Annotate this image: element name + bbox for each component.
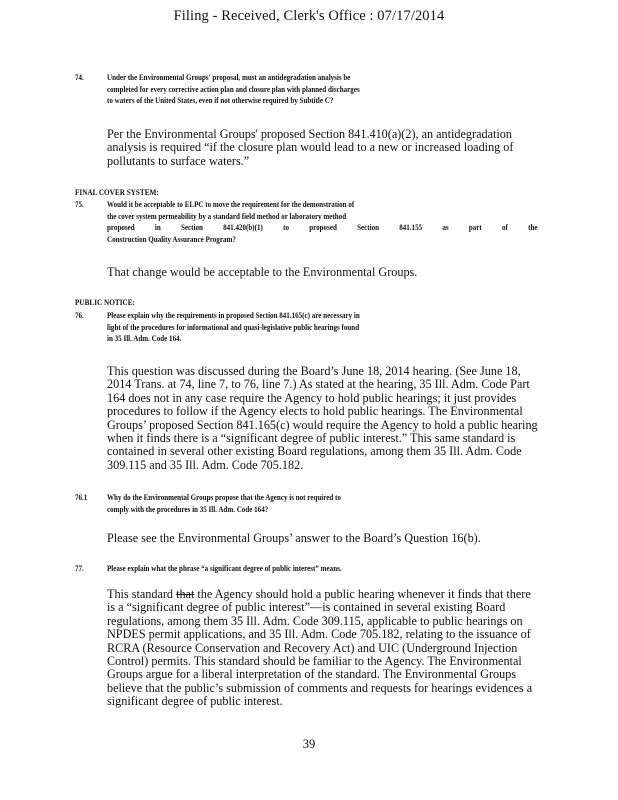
answer-77-line: Groups argue for a liberal interpretation of the standard. The Environmental Groups (107, 667, 517, 682)
answer-77-text: the Agency should hold a public hearing whenever it finds that there (194, 587, 531, 601)
answer-74 (107, 128, 513, 168)
answer-76-line: Groups’ proposed Section 841.165(c) would require the Agency to hold a public hearing (107, 417, 538, 432)
answer-76-line: 164 does not in any case require the Agency to hold public hearings; it just provides (107, 390, 517, 405)
answer-75: That change would be acceptable to the Environmental Groups. (107, 265, 418, 279)
answer-76-line: This question was discussed during the Board’s June 18, 2014 hearing. (See June 18, (107, 364, 521, 378)
justified-word: part (468, 222, 482, 232)
answer-77-text: This standard (107, 587, 177, 601)
answer-77-line: significant degree of public interest. (107, 694, 283, 709)
justified-word: proposed (309, 222, 337, 232)
section-heading-final-cover: FINAL COVER SYSTEM: (75, 187, 159, 197)
question-75-text (107, 199, 538, 245)
question-number-76: 76. (75, 310, 84, 320)
answer-76-line: 309.115 and 35 Ill. Adm. Code 705.182. (107, 457, 304, 472)
justified-word: proposed (107, 222, 135, 232)
question-76-line: light of the procedures for informational and quasi-legislative public hearings found (107, 321, 360, 332)
answer-74-line: Per the Environmental Groups' proposed Section 841.410(a)(2), an antidegradation (107, 127, 512, 141)
answer-77-line-1 (107, 588, 532, 601)
question-number-75: 75. (75, 199, 84, 209)
answer-77-line: NPDES permit applications, and 35 Ill. Adm. Code 705.182, relating to the issuance of (107, 627, 531, 642)
justified-word: 841.155 (399, 222, 423, 232)
question-76-line: in 35 Ill. Adm. Code 164. (107, 333, 182, 343)
question-number-77: 77. (75, 563, 84, 573)
justified-word: of (501, 222, 508, 232)
question-76-text (107, 310, 360, 345)
page-number: 39 (302, 737, 316, 751)
question-74-line: completed for every corrective action plan and closure plan with planned discharges (107, 83, 360, 94)
answer-77-line: regulations, among them 35 Ill. Adm. Code 309.115, applicable to public hearings on (107, 613, 523, 628)
question-77-text (107, 563, 342, 575)
answer-76 (107, 365, 538, 472)
justified-word: Section (180, 222, 203, 232)
answer-77-line: Control) permits. This standard should be familiar to the Agency. The Environmental (107, 654, 522, 669)
filing-header: Filing - Received, Clerk's Office : 07/17/2014 (173, 8, 445, 24)
question-76-1-line: comply with the procedures in 35 Ill. Adm. Code 164? (107, 503, 269, 514)
justified-word: 841.420(b)(1) (223, 222, 263, 232)
question-76-line: Please explain why the requirements in proposed Section 841.165(c) are necessary in (107, 310, 360, 320)
answer-76-line: contained in several other existing Board regulations, among them 35 Ill. Adm. Code (107, 444, 522, 459)
justified-word: to (283, 222, 289, 232)
justified-word: in (154, 222, 161, 232)
question-76-1-text (107, 492, 341, 515)
justified-word: the (528, 222, 538, 232)
question-75-line: the cover system permeability by a standard field method or laboratory method (107, 210, 347, 221)
question-77-line: Please explain what the phrase “a significant degree of public interest” means. (107, 563, 342, 573)
struck-text: that (176, 587, 195, 601)
justified-word: as (442, 222, 449, 232)
question-75-line: Construction Quality Assurance Program? (107, 233, 236, 244)
answer-77-line: believe that the public’s submission of comments and requests for hearings evidences a (107, 680, 533, 695)
answer-77-line: RCRA (Resource Conservation and Recovery Act) and UIC (Underground Injection (107, 640, 518, 655)
answer-77 (107, 588, 532, 709)
justified-word: Section (357, 222, 380, 232)
question-74-line: to waters of the United States, even if not otherwise required by Subtitle C? (107, 95, 334, 105)
answer-76-line: 2014 Trans. at 74, line 7, to 76, line 7.) As stated at the hearing, 35 Ill. Adm. Code Part (107, 377, 530, 392)
answer-76-line: when it finds there is a “significant degree of public interest.” This same standard is (107, 431, 516, 446)
answer-74-line: analysis is required “if the closure plan would lead to a new or increased loading of (107, 140, 514, 155)
answer-76-line: procedures to follow if the Agency elects to hold public hearings. The Environmental (107, 404, 523, 419)
question-number-76-1: 76.1 (75, 492, 88, 502)
question-74-text (107, 72, 435, 107)
answer-76-1: Please see the Environmental Groups’ answer to the Board’s Question 16(b). (107, 531, 481, 545)
question-74-line: Under the Environmental Groups' proposal, must an antidegradation analysis be (107, 72, 351, 82)
question-75-line: Would it be acceptable to ELPC to move the requirement for the demonstration of (107, 199, 355, 209)
question-75-justified-line (107, 222, 538, 234)
answer-74-line: pollutants to surface waters.” (107, 153, 250, 168)
answer-77-line: is a “significant degree of public interest”—is contained in several existing Board (107, 600, 506, 615)
question-number-74: 74. (75, 72, 84, 82)
section-heading-public-notice: PUBLIC NOTICE: (75, 297, 135, 307)
question-76-1-line: Why do the Environmental Groups propose that the Agency is not required to (107, 492, 341, 502)
